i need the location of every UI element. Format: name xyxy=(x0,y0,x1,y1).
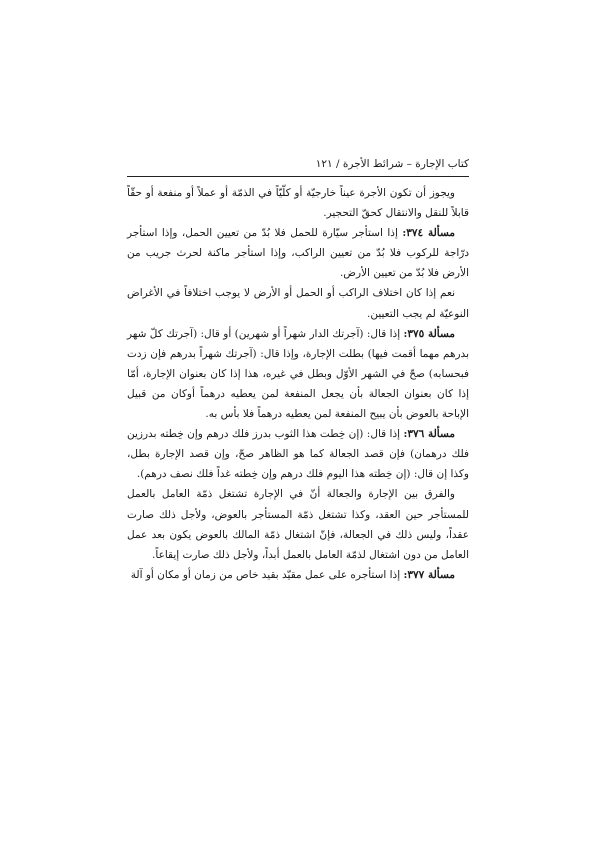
issue-label: مسألة ٣٧٤: xyxy=(402,227,455,240)
issue-376 xyxy=(127,424,469,484)
issue-label: مسألة ٣٧٦: xyxy=(403,428,455,441)
issue-label: مسألة ٣٧٧: xyxy=(403,568,455,581)
paragraph-intro xyxy=(127,183,469,223)
body-text xyxy=(127,183,469,585)
paragraph-text: إذا استأجر سيّارة للحمل فلا بُدّ من تعيين الحمل، وإذا استأجر درّاجة للركوب فلا بُدّ من تعيين الراكب، وإذا استأجر ماكنة لحرث جريب من الأرض فلا بُدّ من تعيين الأرض. xyxy=(127,227,469,280)
paragraph-note xyxy=(127,283,469,323)
issue-label: مسألة ٣٧٥: xyxy=(403,327,455,340)
paragraph-text: نعم إذا كان اختلاف الراكب أو الحمل أو الأرض لا يوجب اختلافاً في الأغراض النوعيّة لم يجب التعيين. xyxy=(127,287,469,320)
header-rule xyxy=(127,176,469,177)
running-header: كتاب الإجارة – شرائط الأجرة / ١٢١ xyxy=(315,158,469,170)
paragraph-text: ويجوز أن تكون الأجرة عيناً خارجيّة أو كلّيّاً في الذمّة أو عملاً أو منفعة أو حقّاً قابلاً للنقل والانتقال كحقّ التحجير. xyxy=(127,187,469,220)
issue-375 xyxy=(127,324,469,424)
paragraph-text: إذا استأجره على عمل مقيّد بقيد خاص من زمان أو مكان أو آلة xyxy=(130,568,404,581)
paragraph-text: إذا قال: (إن خِطت هذا الثوب بدرز فلك درهم وإن خِطته بدرزين فلك درهمان) فإن قصد الجعالة كما هو الظاهر صحّ، وإن قصد الإجارة بطل، وكذا إن قال: (إن خِطته هذا اليوم فلك درهم وإن خِطته غداً فلك نصف درهم). xyxy=(127,428,469,481)
paragraph-text: والفرق بين الإجارة والجعالة أنّ في الإجارة تشتغل ذمّة العامل بالعمل للمستأجر حين العقد، وكذا تشتغل ذمّة المستأجر بالعوض، ولأجل ذلك صارت عقداً، وليس ذلك في الجعالة، فإنّ اشتغال ذمّة المالك بالعوض يكون بعد عمل العامل من دون اشتغال لذمّة العامل بالعمل أبداً، ولأجل ذلك صارت إيقاعاً. xyxy=(127,488,469,561)
issue-374 xyxy=(127,223,469,283)
paragraph-text: إذا قال: (آجرتك الدار شهراً أو شهرين) أو قال: (آجرتك كلّ شهر بدرهم مهما أقمت فيها) بطلت الإجارة، وإذا قال: (آجرتك شهراً بدرهم فإن زدت فبحسابه) صحّ في الشهر الأوّل وبطل في غيره، هذا إذا كان بعنوان الإجارة، أمّا إذا كان بعنوان الجعالة بأن يجعل المنفعة لمن يعطيه درهماً أوكان من قبيل الإباحة بالعوض بأن يبيح المنفعة لمن يعطيه درهماً فلا بأس به. xyxy=(127,327,469,421)
issue-377 xyxy=(127,565,469,585)
paragraph-difference xyxy=(127,484,469,564)
